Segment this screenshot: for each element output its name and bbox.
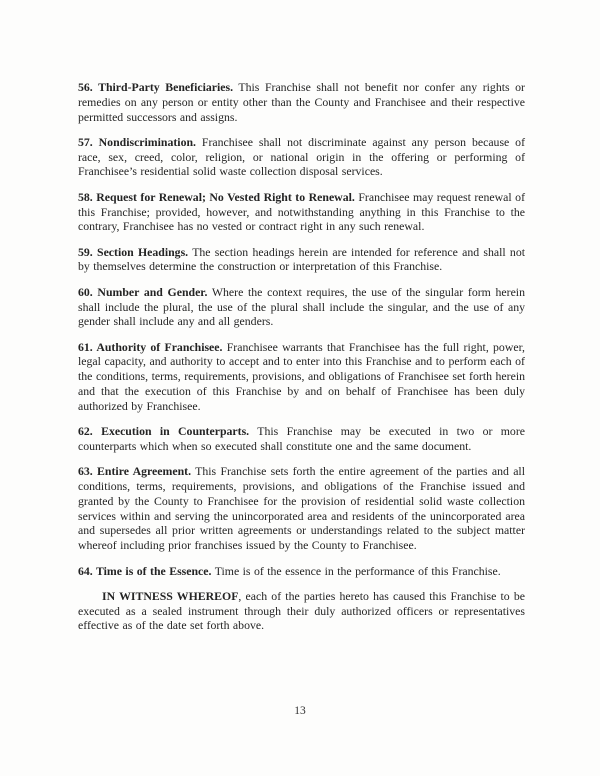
section-61-body: Franchisee warrants that Franchisee has the full right, power, legal capacity, and authority to accept and to enter into this Franchise and to perform each of the conditions, terms, requirements, provisions, and obligations of Franchisee set forth herein and that the execution of this Franchise by and on behalf of Franchisee has been duly authorized by Franchisee. [78,339,525,413]
section-60-heading: 60. Number and Gender. [78,284,208,299]
section-59-heading: 59. Section Headings. [78,244,189,259]
section-62-heading: 62. Execution in Counterparts. [78,424,250,439]
section-57-heading: 57. Nondiscrimination. [78,134,196,149]
section-61 [78,340,525,414]
page-number: 13 [294,705,306,717]
section-63-body: This Franchise sets forth the entire agreement of the parties and all conditions, terms, requirements, provisions, and obligations of the Franchise issued and granted by the County to Franchisee for the provision of residential solid waste collection services within and serving the unincorporated area and residents of the unincorporated area and supersedes all prior written agreements or understandings related to the subject matter whereof including prior franchises issued by the County to Franchisee. [78,464,525,553]
section-59 [78,245,525,275]
section-61-heading: 61. Authority of Franchisee. [78,339,223,354]
document-text-block [78,80,525,644]
section-56 [78,80,525,124]
section-56-body: This Franchise shall not benefit nor confer any rights or remedies on any person or entity other than the County and Franchisee and their respective permitted successors and assigns. [78,80,525,124]
witness-clause-body: , each of the parties hereto has caused this Franchise to be executed as a sealed instrument through their duly authorized officers or representatives effective as of the date set forth above. [78,588,525,633]
section-64 [78,564,525,579]
section-63-heading: 63. Entire Agreement. [78,464,192,479]
section-57 [78,135,525,179]
section-60 [78,285,525,329]
section-62 [78,424,525,454]
section-57-body: Franchisee shall not discriminate against any person because of race, sex, creed, color, religion, or national origin in the offering or performing of Franchisee’s residential solid waste collection disposal services. [78,134,526,179]
section-64-body: Time is of the essence in the performance of this Franchise. [214,563,501,578]
section-58 [78,190,525,234]
witness-clause-heading: IN WITNESS WHEREOF [102,588,239,603]
section-62-body: This Franchise may be executed in two or more counterparts which when so executed shall constitute one and the same document. [78,424,525,453]
section-64-heading: 64. Time is of the Essence. [78,563,212,578]
section-63 [78,464,525,553]
section-59-body: The section headings herein are intended for reference and shall not by themselves determine the construction or interpretation of this Franchise. [78,244,525,274]
section-58-body: Franchisee may request renewal of this Franchise; provided, however, and notwithstanding anything in this Franchise to the contrary, Franchisee has no vested or contract right in any such renewal. [78,189,526,234]
witness-clause [78,589,525,633]
section-60-body: Where the context requires, the use of the singular form herein shall include the plural, the use of the plural shall include the singular, and the use of any gender shall include any and all genders. [78,284,525,329]
section-58-heading: 58. Request for Renewal; No Vested Right to Renewal. [78,189,355,204]
section-56-heading: 56. Third-Party Beneficiaries. [78,80,234,94]
